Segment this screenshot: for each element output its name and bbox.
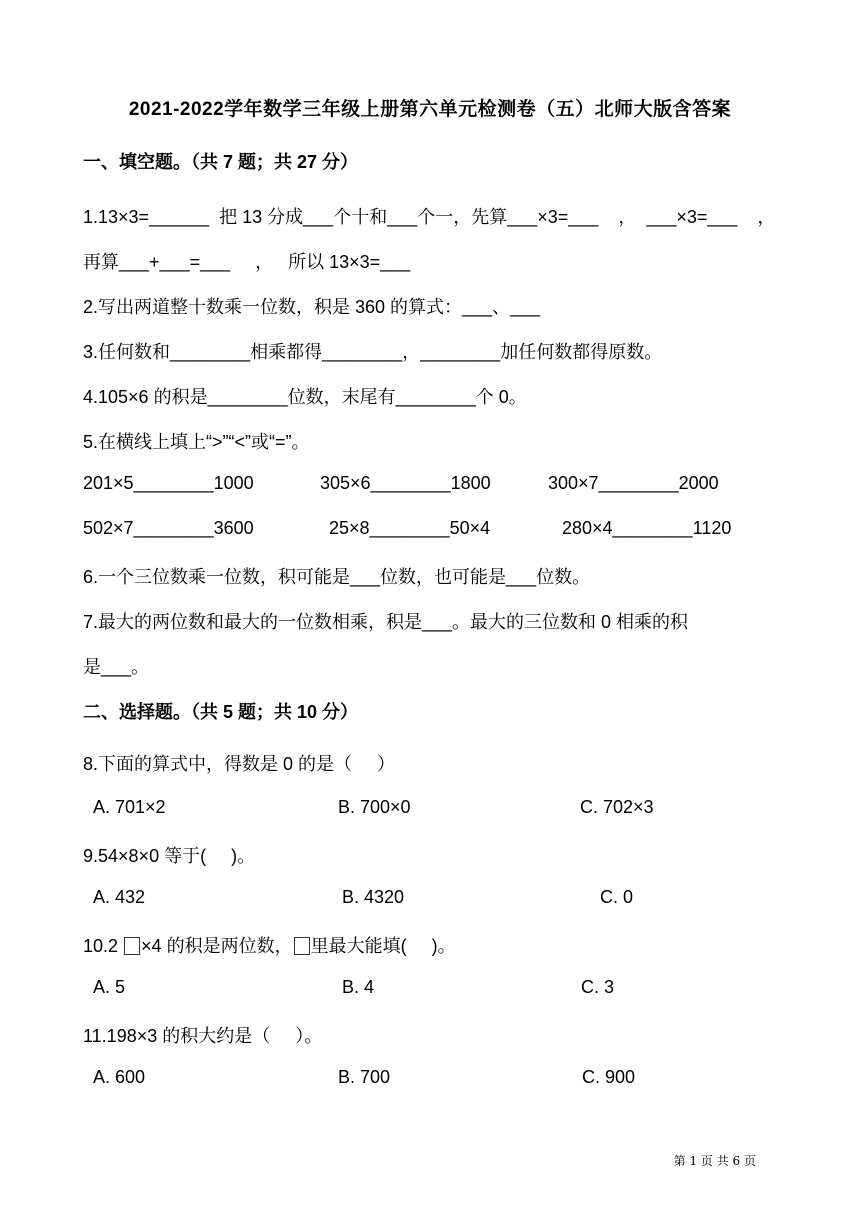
question-8-stem: 8.下面的算式中，得数是 0 的是（ ） — [83, 754, 396, 774]
compare-item: 201×5________1000 — [83, 473, 254, 493]
question-6: 6.一个三位数乘一位数，积可能是___位数，也可能是___位数。 — [83, 567, 591, 587]
question-10-stem — [83, 932, 456, 958]
compare-item: 502×7________3600 — [83, 518, 254, 538]
section-heading-fill-blank: 一、填空题。（共 7 题；共 27 分） — [83, 152, 359, 172]
compare-item: 305×6________1800 — [320, 473, 491, 493]
question-10-option-c: C. 3 — [581, 977, 615, 997]
question-9-option-b: B. 4320 — [342, 887, 405, 907]
question-2: 2.写出两道整十数乘一位数，积是 360 的算式：___、___ — [83, 297, 541, 317]
question-8-option-b: B. 700×0 — [338, 797, 411, 817]
question-4: 4.105×6 的积是________位数，末尾有________个 0。 — [83, 387, 527, 407]
question-9-stem: 9.54×8×0 等于( )。 — [83, 846, 256, 866]
question-11-stem: 11.198×3 的积大约是（ ）。 — [83, 1026, 323, 1046]
question-1-line-1: 1.13×3=______ 把 13 分成___个十和___个一，先算___×3=___ ， ___×3=___ ， — [83, 207, 776, 227]
question-10-stem-b: ×4 的积是两位数， — [141, 936, 293, 956]
compare-item: 300×7________2000 — [548, 473, 719, 493]
question-7-line-1: 7.最大的两位数和最大的一位数相乘，积是___。最大的三位数和 0 相乘的积 — [83, 612, 689, 632]
question-5: 5.在横线上填上“>”“<”或“=”。 — [83, 432, 310, 452]
blank-box-icon — [294, 937, 310, 955]
question-9-option-a: A. 432 — [93, 887, 146, 907]
question-7-line-2: 是___。 — [83, 657, 150, 677]
question-10-option-a: A. 5 — [93, 977, 126, 997]
question-10-stem-a: 10.2 — [83, 936, 124, 956]
blank-box-icon — [124, 937, 140, 955]
question-10-option-b: B. 4 — [342, 977, 375, 997]
compare-item: 25×8________50×4 — [329, 518, 491, 538]
question-8-option-c: C. 702×3 — [580, 797, 654, 817]
question-10-stem-c: 里最大能填( )。 — [310, 936, 456, 956]
question-3: 3.任何数和________相乘都得________，________加任何数都得原数。 — [83, 342, 663, 362]
question-8-option-a: A. 701×2 — [93, 797, 166, 817]
page-title: 2021-2022学年数学三年级上册第六单元检测卷（五）北师大版含答案 — [128, 99, 732, 120]
question-9-option-c: C. 0 — [600, 887, 634, 907]
page-number: 第 1 页 共 6 页 — [673, 1154, 756, 1168]
question-11-option-b: B. 700 — [338, 1067, 391, 1087]
compare-item: 280×4________1120 — [562, 518, 732, 538]
question-11-option-c: C. 900 — [582, 1067, 636, 1087]
section-heading-choice: 二、选择题。（共 5 题；共 10 分） — [83, 702, 359, 722]
question-1-line-2: 再算___+___=___ ， 所以 13×3=___ — [83, 252, 411, 272]
question-11-option-a: A. 600 — [93, 1067, 146, 1087]
